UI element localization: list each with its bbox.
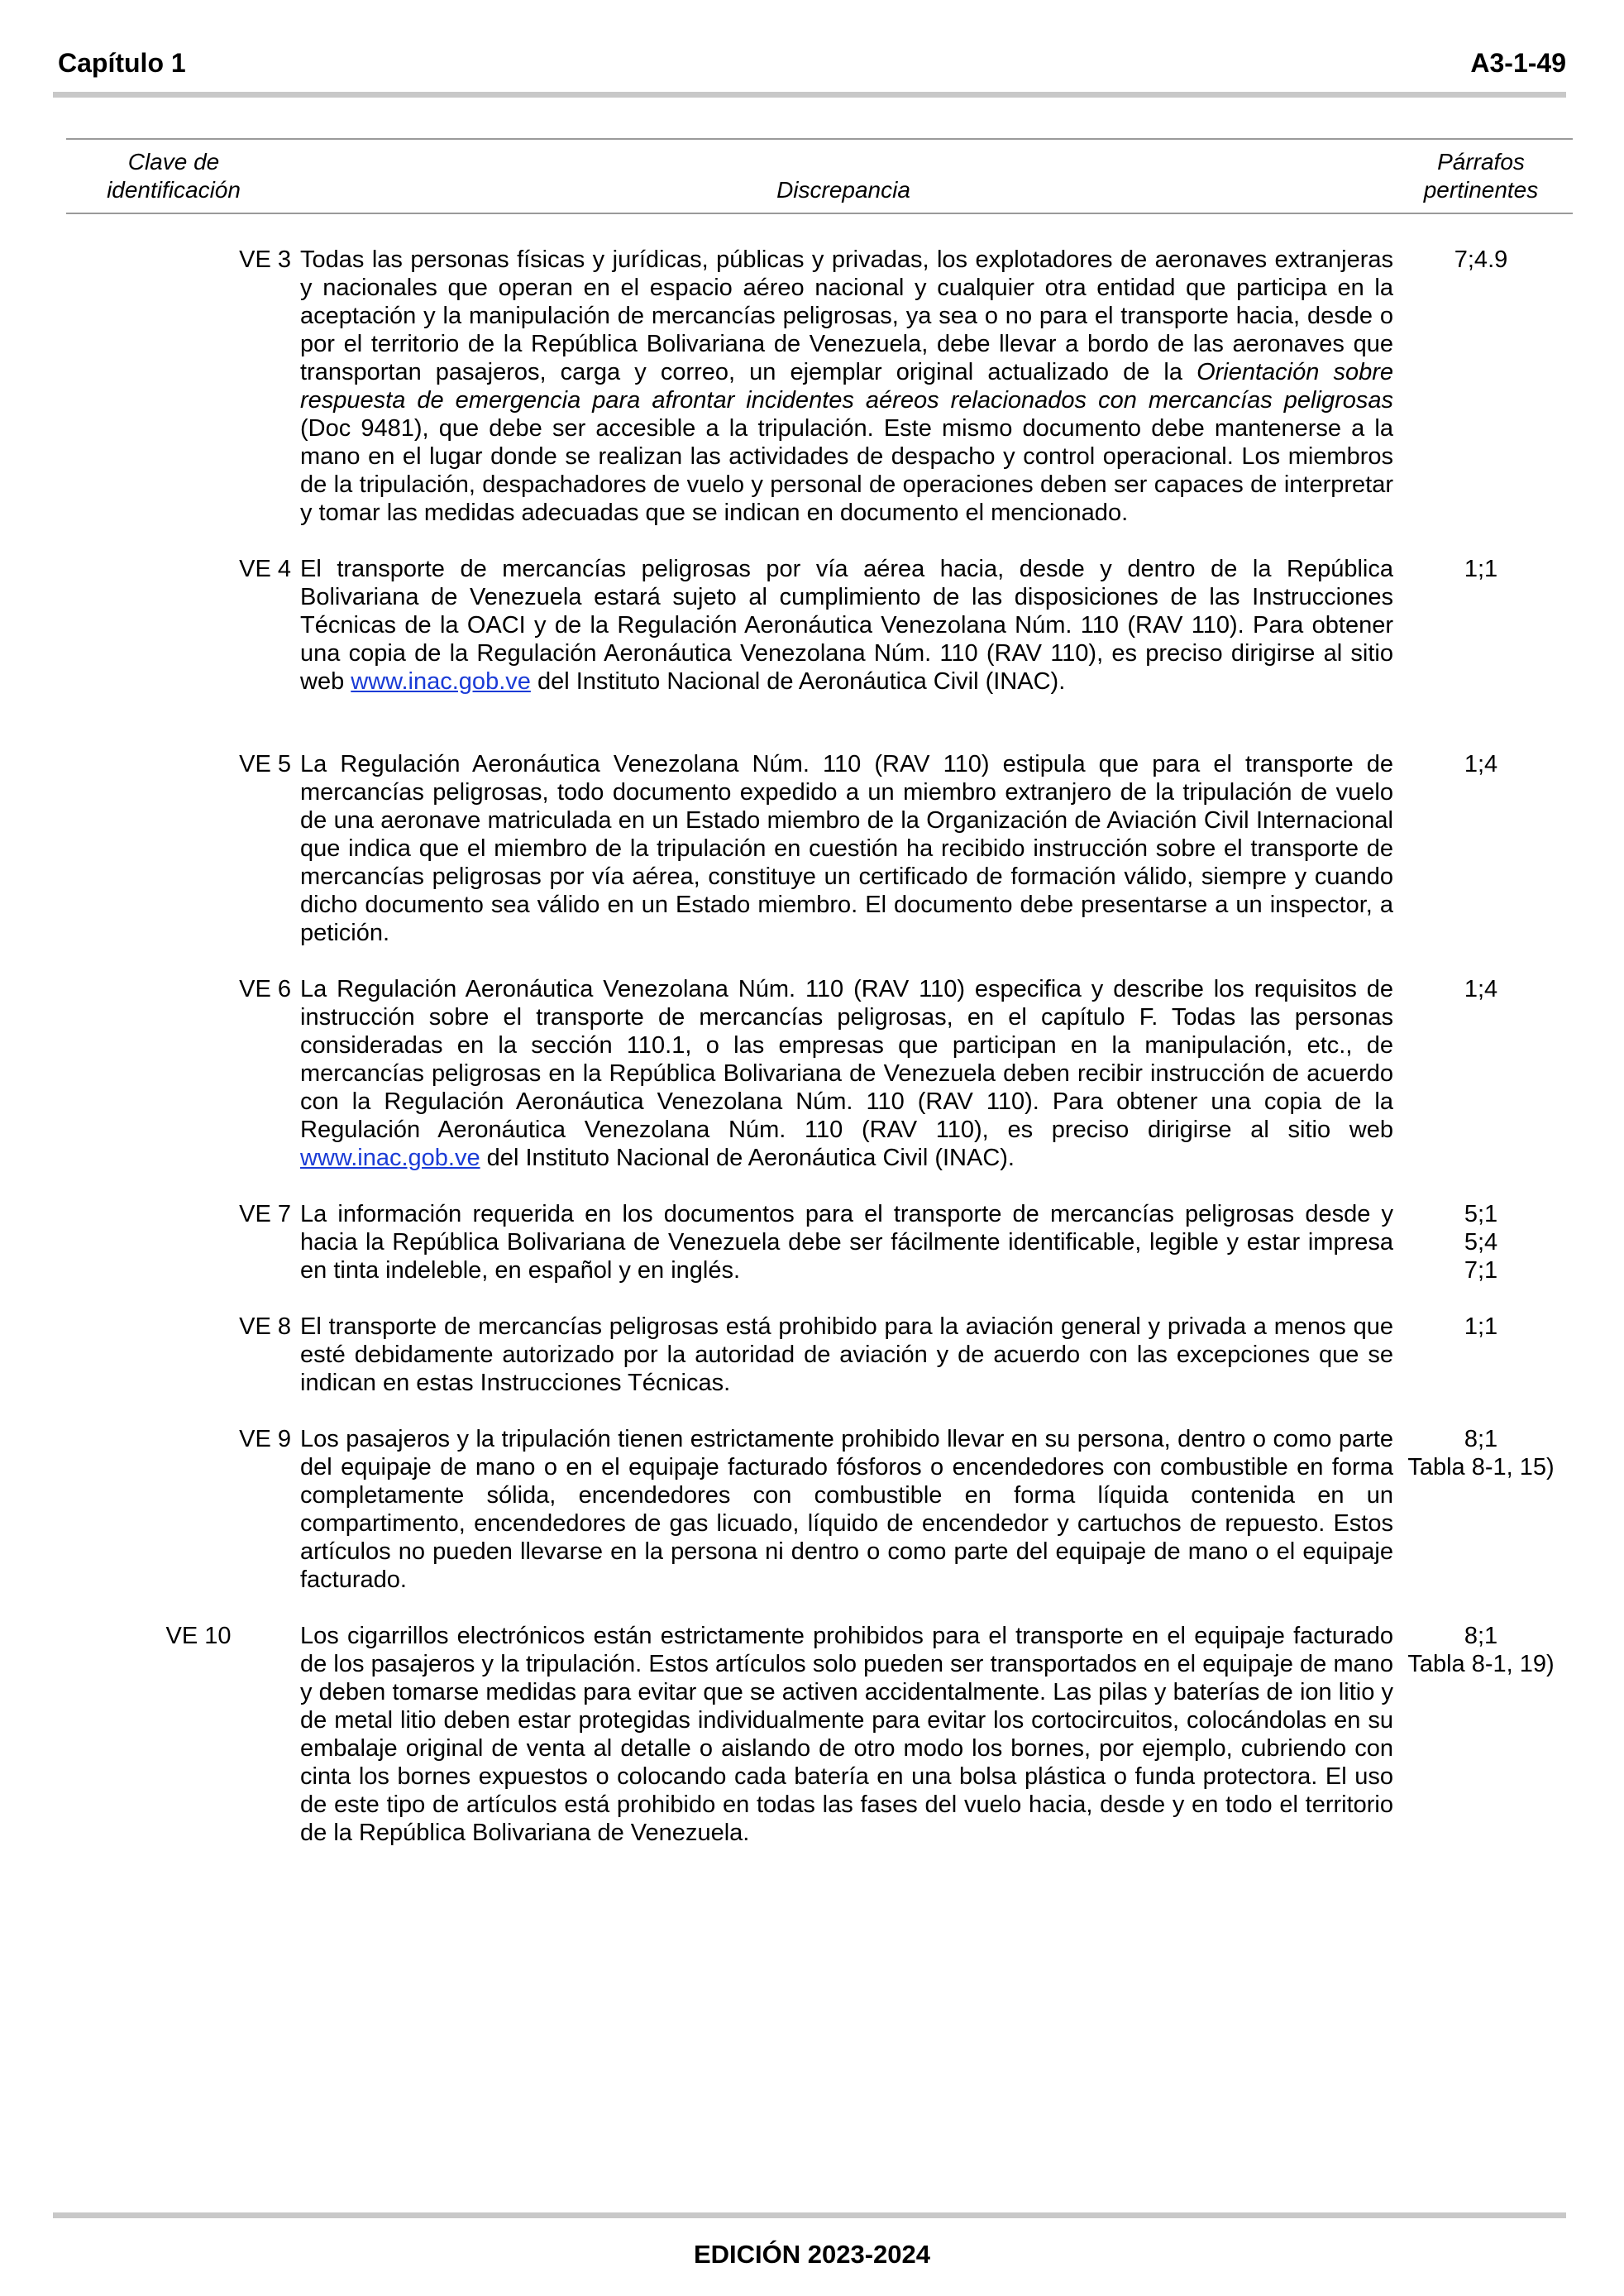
col-header-discrepancy: Discrepancia xyxy=(776,177,910,203)
row-refs: 1;4 xyxy=(1464,751,1498,777)
table-row-ve10 xyxy=(66,1622,1573,1847)
table-row-ve8 xyxy=(66,1313,1573,1397)
col-header-refs: Párrafos pertinentes xyxy=(1423,149,1539,203)
row-refs: 8;1 Tabla 8-1, 15) xyxy=(1407,1426,1555,1480)
row-discrepancy: La Regulación Aeronáutica Venezolana Núm. 110 (RAV 110) estipula que para el transporte de mercancías peligrosas, todo documento expedido a un miembro extranjero de la tripulación de vuelo de una aeronave matriculada en un Estado miembro de la Organización de Aviación Civil Internacional que indica que el miembro de la tripulación en cuestión ha recibido instrucción sobre el transporte de mercancías peligrosas por vía aérea, constituye un certificado de formación válido, siempre y cuando dicho documento sea válido en un Estado miembro. El documento debe presentarse a un inspector, a petición. xyxy=(300,751,1393,946)
table-header xyxy=(66,138,1573,214)
discrepancy-table xyxy=(66,138,1573,1847)
chapter-label: Capítulo 1 xyxy=(58,48,186,78)
inac-website-link[interactable]: www.inac.gob.ve xyxy=(300,1145,480,1171)
row-key: VE 5 xyxy=(239,751,291,777)
table-row-ve7 xyxy=(66,1200,1573,1284)
row-discrepancy: Los cigarrillos electrónicos están estrictamente prohibidos para el transporte en el equipaje facturado de los pasajeros y la tripulación. Estos artículos solo pueden ser transportados en el equipaje de mano y deben tomarse medidas para evitar que se activen accidentalmente. Las pilas y baterías de ion litio y de metal litio deben estar protegidas individualmente para evitar los cortocircuitos, colocándolas en su embalaje original de venta al detalle o aislando de otro modo los bornes, por ejemplo, cubriendo con cinta los bornes expuestos o colocando cada batería en una bolsa plástica o funda protectora. El uso de este tipo de artículos está prohibido en todas las fases del vuelo hacia, desde y en todo el territorio de la República Bolivariana de Venezuela. xyxy=(300,1623,1393,1846)
row-discrepancy: La Regulación Aeronáutica Venezolana Núm. 110 (RAV 110) especifica y describe los requisitos de instrucción sobre el transporte de mercancías peligrosas, en el capítulo F. Todas las personas consideradas en la sección 110.1, o las empresas que participan en la manipulación, etc., de mercancías peligrosas en la República Bolivariana de Venezuela deben recibir instrucción de acuerdo con la Regulación Aeronáutica Venezolana Núm. 110 (RAV 110). Para obtener una copia de la Regulación Aeronáutica Venezolana Núm. 110 (RAV 110), es preciso dirigirse al sitio web www.inac.gob.ve del Instituto Nacional de Aeronáutica Civil (INAC). xyxy=(300,976,1393,1171)
page-code: A3-1-49 xyxy=(1470,48,1566,78)
table-row-ve3 xyxy=(66,246,1573,527)
row-discrepancy: El transporte de mercancías peligrosas está prohibido para la aviación general y privada a menos que esté debidamente autorizado por la autoridad de aviación y de acuerdo con las excepciones que se indican en estas Instrucciones Técnicas. xyxy=(300,1313,1393,1396)
row-discrepancy: Los pasajeros y la tripulación tienen estrictamente prohibido llevar en su persona, dentro o como parte del equipaje de mano o en el equipaje facturado fósforos o encendedores con combustible en forma completamente sólida, encendedores con combustible en forma líquida contenida en un compartimento, encendedores de gas licuado, líquido de encendedor y cartuchos de repuesto. Estos artículos no pueden llevarse en la persona ni dentro o como parte del equipaje de mano o el equipaje facturado. xyxy=(300,1426,1393,1593)
col-header-key: Clave de identificación xyxy=(107,149,241,203)
row-key: VE 9 xyxy=(239,1426,291,1452)
page-header xyxy=(58,48,1566,89)
row-refs: 8;1 Tabla 8-1, 19) xyxy=(1407,1623,1555,1677)
row-discrepancy: El transporte de mercancías peligrosas por vía aérea hacia, desde y dentro de la República Bolivariana de Venezuela estará sujeto al cumplimiento de las disposiciones de las Instrucciones Técnicas de la OACI y de la Regulación Aeronáutica Venezolana Núm. 110 (RAV 110). Para obtener una copia de la Regulación Aeronáutica Venezolana Núm. 110 (RAV 110), es preciso dirigirse al sitio web www.inac.gob.ve del Instituto Nacional de Aeronáutica Civil (INAC). xyxy=(300,556,1393,695)
row-key: VE 4 xyxy=(239,556,291,582)
row-key: VE 6 xyxy=(239,976,291,1002)
row-discrepancy: La información requerida en los documentos para el transporte de mercancías peligrosas desde y hacia la República Bolivariana de Venezuela debe ser fácilmente identificable, legible y estar impresa en tinta indeleble, en español y en inglés. xyxy=(300,1201,1393,1284)
table-row-ve6 xyxy=(66,975,1573,1172)
row-refs: 1;1 xyxy=(1464,556,1498,582)
row-refs: 5;1 5;4 7;1 xyxy=(1464,1201,1498,1284)
row-refs: 1;1 xyxy=(1464,1313,1498,1340)
row-discrepancy: Todas las personas físicas y jurídicas, públicas y privadas, los explotadores de aeronaves extranjeras y nacionales que operan en el espacio aéreo nacional y cualquier otra entidad que participa en la aceptación y la manipulación de mercancías peligrosas, ya sea o no para el transporte hacia, desde o por el territorio de la República Bolivariana de Venezuela, debe llevar a bordo de las aeronaves que transportan pasajeros, carga y correo, un ejemplar original actualizado de la Orientación sobre respuesta de emergencia para afrontar incidentes aéreos relacionados con mercancías peligrosas (Doc 9481), que debe ser accesible a la tripulación. Este mismo documento debe mantenerse a la mano en el lugar donde se realizan las actividades de despacho y control operacional. Los miembros de la tripulación, despachadores de vuelo y personal de operaciones deben ser capaces de interpretar y tomar las medidas adecuadas que se indican en documento el mencionado. xyxy=(300,246,1393,526)
row-key: VE 3 xyxy=(239,246,291,273)
row-key: VE 8 xyxy=(239,1313,291,1340)
row-key: VE 7 xyxy=(239,1201,291,1227)
table-row-ve4 xyxy=(66,555,1573,696)
header-rule xyxy=(53,92,1566,98)
row-refs: 7;4.9 xyxy=(1454,246,1508,273)
inac-website-link[interactable]: www.inac.gob.ve xyxy=(351,668,531,695)
row-refs: 1;4 xyxy=(1464,976,1498,1002)
row-key: VE 10 xyxy=(165,1623,232,1649)
table-row-ve9 xyxy=(66,1425,1573,1594)
edition-footer: EDICIÓN 2023-2024 xyxy=(693,2240,931,2269)
footer-rule xyxy=(53,2212,1566,2218)
table-row-ve5 xyxy=(66,750,1573,947)
